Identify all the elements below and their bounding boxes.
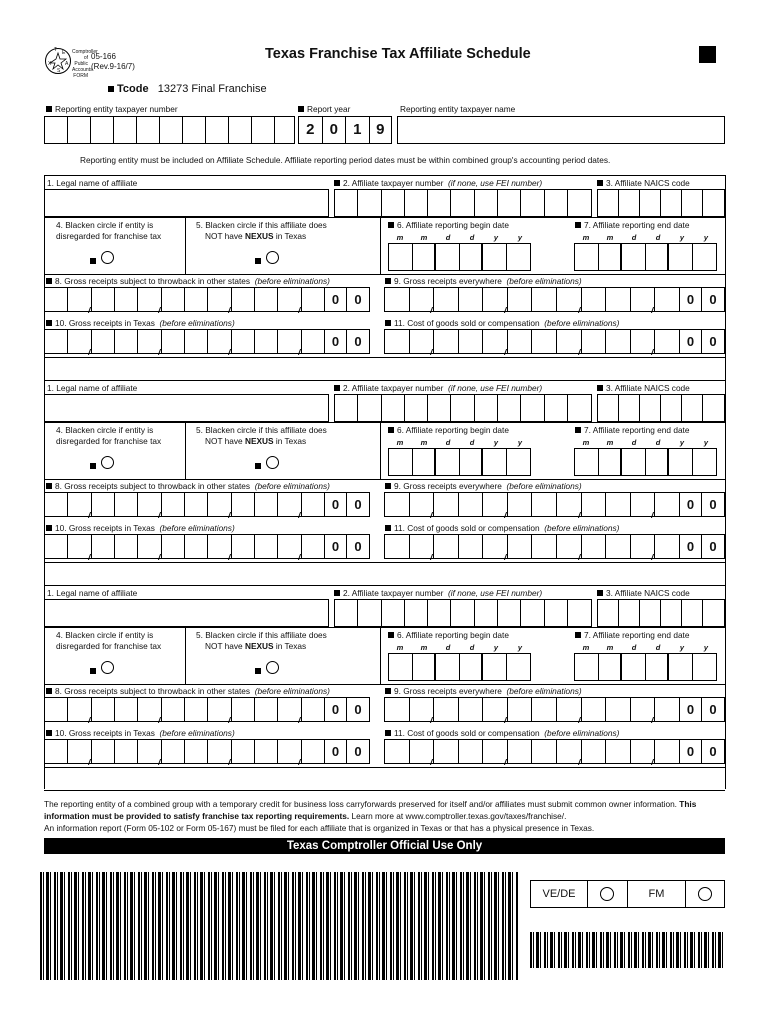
naics-field[interactable] xyxy=(597,189,725,217)
texas-receipts-amount-field[interactable] xyxy=(44,329,370,354)
throwback-label: 8. Gross receipts subject to throwback in other states (before eliminations) xyxy=(46,276,330,286)
begin-date-field[interactable] xyxy=(388,653,531,681)
nexus-label: 5. Blacken circle if this affiliate does NOT have NEXUS in Texas xyxy=(196,220,327,241)
cents-digit: 0 xyxy=(325,698,347,721)
cents-digit: 0 xyxy=(680,740,702,763)
cents-digit: 0 xyxy=(680,535,702,558)
date-format-letters: m m d d y y xyxy=(396,233,523,242)
disregarded-circle[interactable] xyxy=(101,456,114,469)
cogs-amount-field[interactable] xyxy=(384,739,725,764)
cents-digit: 0 xyxy=(709,702,717,717)
begin-date-label: 6. Affiliate reporting begin date xyxy=(388,425,509,435)
cents-digit: 0 xyxy=(709,497,717,512)
marker xyxy=(255,668,261,674)
disregarded-label: 4. Blacken circle if entity is disregarded for franchise tax xyxy=(56,630,162,651)
disregarded-circle[interactable] xyxy=(101,251,114,264)
cogs-label: 11. Cost of goods sold or compensation (before eliminations) xyxy=(385,523,619,533)
form-number: 05-166 (Rev.9-16/7) xyxy=(91,52,135,71)
marker xyxy=(255,463,261,469)
nexus-label: 5. Blacken circle if this affiliate does NOT have NEXUS in Texas xyxy=(196,425,327,446)
everywhere-amount-field[interactable] xyxy=(384,287,725,312)
end-date-label: 7. Affiliate reporting end date xyxy=(575,630,689,640)
cents-digit: 0 xyxy=(709,292,717,307)
nexus-label: 5. Blacken circle if this affiliate does NOT have NEXUS in Texas xyxy=(196,630,327,651)
throwback-amount-field[interactable] xyxy=(44,697,370,722)
cents-digit: 0 xyxy=(680,698,702,721)
naics-field[interactable] xyxy=(597,599,725,627)
taxpayer-name-label: Reporting entity taxpayer name xyxy=(400,104,516,114)
seal-letter: A xyxy=(65,61,69,67)
fei-number-label: 2. Affiliate taxpayer number (if none, use FEI number) xyxy=(334,383,542,393)
cents-digit: 0 xyxy=(680,330,702,353)
seal-letter: E xyxy=(62,50,66,56)
texas-receipts-amount-field[interactable] xyxy=(44,534,370,559)
marker xyxy=(90,668,96,674)
nexus-circle[interactable] xyxy=(266,251,279,264)
everywhere-amount-field[interactable] xyxy=(384,697,725,722)
texas-receipts-label: 10. Gross receipts in Texas (before eliminations) xyxy=(46,318,235,328)
report-year-label: Report year xyxy=(298,104,350,114)
begin-date-field[interactable] xyxy=(388,243,531,271)
naics-label: 3. Affiliate NAICS code xyxy=(597,588,690,598)
disregarded-label: 4. Blacken circle if entity is disregarded for franchise tax xyxy=(56,220,162,241)
naics-field[interactable] xyxy=(597,394,725,422)
fei-number-field[interactable] xyxy=(334,599,592,627)
texas-receipts-label: 10. Gross receipts in Texas (before eliminations) xyxy=(46,523,235,533)
naics-label: 3. Affiliate NAICS code xyxy=(597,178,690,188)
nexus-circle[interactable] xyxy=(266,661,279,674)
fei-number-field[interactable] xyxy=(334,394,592,422)
texas-receipts-amount-field[interactable] xyxy=(44,739,370,764)
cents-digit: 0 xyxy=(325,330,347,353)
cents-digit: 0 xyxy=(709,744,717,759)
end-date-field[interactable] xyxy=(574,653,717,681)
throwback-amount-field[interactable] xyxy=(44,287,370,312)
official-use-banner: Texas Comptroller Official Use Only xyxy=(44,838,725,854)
end-date-field[interactable] xyxy=(574,448,717,476)
everywhere-label: 9. Gross receipts everywhere (before eliminations) xyxy=(385,481,582,491)
legal-name-field[interactable] xyxy=(44,189,329,217)
end-date-field[interactable] xyxy=(574,243,717,271)
fei-number-label: 2. Affiliate taxpayer number (if none, use FEI number) xyxy=(334,178,542,188)
throwback-label: 8. Gross receipts subject to throwback in other states (before eliminations) xyxy=(46,481,330,491)
legal-name-label: 1. Legal name of affiliate xyxy=(47,588,138,598)
naics-label: 3. Affiliate NAICS code xyxy=(597,383,690,393)
marker xyxy=(90,258,96,264)
begin-date-label: 6. Affiliate reporting begin date xyxy=(388,220,509,230)
everywhere-amount-field[interactable] xyxy=(384,492,725,517)
fei-number-field[interactable] xyxy=(334,189,592,217)
cents-digit: 0 xyxy=(325,535,347,558)
legal-name-field[interactable] xyxy=(44,599,329,627)
everywhere-label: 9. Gross receipts everywhere (before eliminations) xyxy=(385,276,582,286)
fm-label: FM xyxy=(628,881,686,907)
official-use-box xyxy=(530,880,725,908)
everywhere-label: 9. Gross receipts everywhere (before eliminations) xyxy=(385,686,582,696)
legal-name-label: 1. Legal name of affiliate xyxy=(47,383,138,393)
cogs-label: 11. Cost of goods sold or compensation (before eliminations) xyxy=(385,318,619,328)
date-format-letters: m m d d y y xyxy=(582,233,709,242)
seal-letter: S xyxy=(57,68,61,74)
fei-number-label: 2. Affiliate taxpayer number (if none, use FEI number) xyxy=(334,588,542,598)
cents-digit: 0 xyxy=(354,539,362,554)
cents-digit: 0 xyxy=(354,292,362,307)
seal-letter: T xyxy=(54,47,58,53)
instruction-text: Reporting entity must be included on Affiliate Schedule. Affiliate reporting period dates must be within combined group's accounting period dates. xyxy=(80,155,611,165)
begin-date-label: 6. Affiliate reporting begin date xyxy=(388,630,509,640)
disregarded-label: 4. Blacken circle if entity is disregarded for franchise tax xyxy=(56,425,162,446)
cents-digit: 0 xyxy=(354,497,362,512)
cogs-amount-field[interactable] xyxy=(384,534,725,559)
footer-note: The reporting entity of a combined group with a temporary credit for business loss carryforwards preserved for itself and/or affiliates must submit common owner information. This information must be provided to satisfy franchise tax reporting requirements. Learn more at www.comptroller.texas.gov/taxes/franchise/. An information report (Form 05-102 or Form 05-167) must be filed for each affiliate that is organized in Texas or that has a physical presence in Texas. xyxy=(44,799,697,833)
report-year-field[interactable]: 2 0 1 9 xyxy=(298,116,392,144)
seal-letter: X xyxy=(48,61,52,67)
taxpayer-name-field[interactable] xyxy=(397,116,725,144)
barcode-pdf417 xyxy=(40,872,518,980)
date-format-letters: m m d d y y xyxy=(396,643,523,652)
throwback-label: 8. Gross receipts subject to throwback in other states (before eliminations) xyxy=(46,686,330,696)
seal-caption: Comptroller of Public Accounts FORM xyxy=(72,49,98,79)
legal-name-label: 1. Legal name of affiliate xyxy=(47,178,138,188)
texas-receipts-label: 10. Gross receipts in Texas (before eliminations) xyxy=(46,728,235,738)
throwback-amount-field[interactable] xyxy=(44,492,370,517)
disregarded-circle[interactable] xyxy=(101,661,114,674)
end-date-label: 7. Affiliate reporting end date xyxy=(575,425,689,435)
begin-date-field[interactable] xyxy=(388,448,531,476)
date-format-letters: m m d d y y xyxy=(582,438,709,447)
fm-circle[interactable] xyxy=(698,887,712,901)
page-title: Texas Franchise Tax Affiliate Schedule xyxy=(265,46,531,62)
vede-circle[interactable] xyxy=(600,887,614,901)
cogs-label: 11. Cost of goods sold or compensation (before eliminations) xyxy=(385,728,619,738)
date-format-letters: m m d d y y xyxy=(582,643,709,652)
vede-label: VE/DE xyxy=(531,881,588,907)
registration-mark xyxy=(699,46,716,63)
cents-digit: 0 xyxy=(709,334,717,349)
cents-digit: 0 xyxy=(680,493,702,516)
end-date-label: 7. Affiliate reporting end date xyxy=(575,220,689,230)
cents-digit: 0 xyxy=(325,288,347,311)
cents-digit: 0 xyxy=(354,702,362,717)
cents-digit: 0 xyxy=(354,744,362,759)
date-format-letters: m m d d y y xyxy=(396,438,523,447)
barcode-small xyxy=(530,932,725,968)
cogs-amount-field[interactable] xyxy=(384,329,725,354)
tcode-line: Tcode 13273 Final Franchise xyxy=(108,83,267,95)
marker xyxy=(90,463,96,469)
taxpayer-number-label: Reporting entity taxpayer number xyxy=(46,104,178,114)
marker xyxy=(255,258,261,264)
cents-digit: 0 xyxy=(709,539,717,554)
cents-digit: 0 xyxy=(354,334,362,349)
nexus-circle[interactable] xyxy=(266,456,279,469)
taxpayer-number-field[interactable] xyxy=(44,116,295,144)
cents-digit: 0 xyxy=(325,493,347,516)
legal-name-field[interactable] xyxy=(44,394,329,422)
cents-digit: 0 xyxy=(325,740,347,763)
cents-digit: 0 xyxy=(680,288,702,311)
